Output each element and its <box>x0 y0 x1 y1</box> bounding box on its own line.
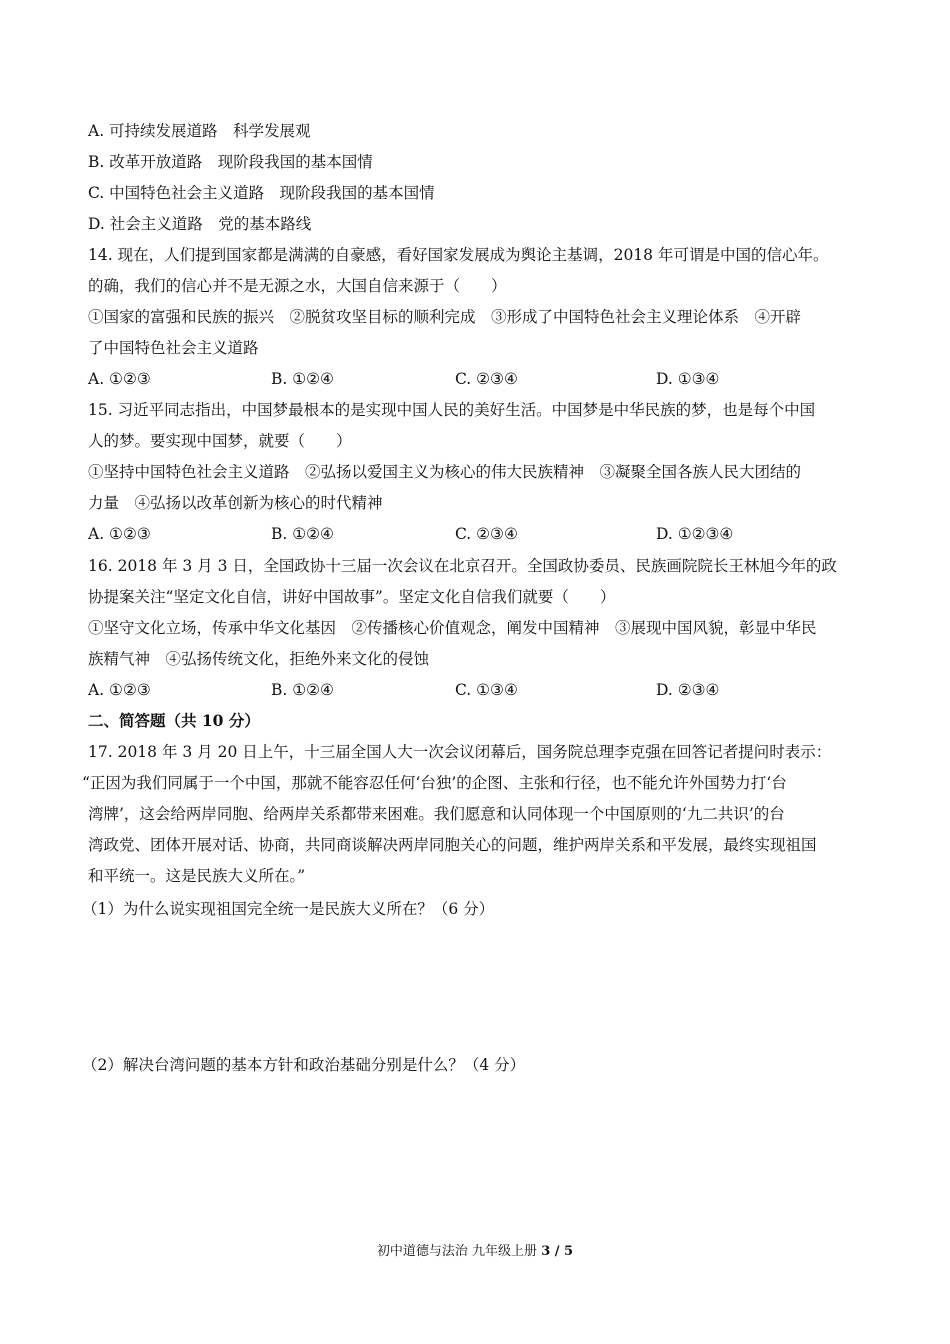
q15-items-line-1: ①坚持中国特色社会主义道路 ②弘扬以爱国主义为核心的伟大民族精神 ③凝聚全国各族人民大团结的 <box>88 463 802 481</box>
q14-choice-b: B. ①②④ <box>271 370 334 388</box>
q16-choices <box>88 680 868 700</box>
q17-stem-line-2: “正因为我们同属于一个中国，那就不能容忍任何‘台独’的企图、主张和行径，也不能允许外国势力打‘台 <box>82 774 787 792</box>
q14-choice-a: A. ①②③ <box>88 370 151 388</box>
q14-stem-line-2: 的确，我们的信心并不是无源之水，大国自信来源于（ ） <box>88 277 507 295</box>
q17-subquestion-1: （1）为什么说实现祖国完全统一是民族大义所在？（6 分） <box>82 900 495 918</box>
q16-stem-line-2: 协提案关注“坚定文化自信，讲好中国故事”。坚定文化自信我们就要（ ） <box>88 588 616 606</box>
q13-option-c: C. 中国特色社会主义道路 现阶段我国的基本国情 <box>88 184 435 202</box>
q17-stem-line-1: 17. 2018 年 3 月 20 日上午，十三届全国人大一次会议闭幕后，国务院总理李克强在回答记者提问时表示： <box>88 743 832 761</box>
q15-choices <box>88 524 868 544</box>
q14-choice-c: C. ②③④ <box>455 370 518 388</box>
q16-choice-a: A. ①②③ <box>88 681 151 699</box>
q15-choice-b: B. ①②④ <box>271 525 334 543</box>
q17-stem-line-3: 湾牌’，这会给两岸同胞、给两岸关系都带来困难。我们愿意和认同体现一个中国原则的‘九二共识’的台 <box>88 805 785 823</box>
q15-stem-line-1: 15. 习近平同志指出，中国梦最根本的是实现中国人民的美好生活。中国梦是中华民族的梦，也是每个中国 <box>88 401 816 419</box>
q13-option-b: B. 改革开放道路 现阶段我国的基本国情 <box>88 153 373 171</box>
q15-choice-a: A. ①②③ <box>88 525 151 543</box>
q16-items-line-2: 族精气神 ④弘扬传统文化，拒绝外来文化的侵蚀 <box>88 650 430 668</box>
q15-choice-d: D. ①②③④ <box>656 525 734 543</box>
q13-option-a: A. 可持续发展道路 科学发展观 <box>88 122 311 140</box>
q17-stem-line-4: 湾政党、团体开展对话、协商，共同商谈解决两岸同胞关心的问题，维护两岸关系和平发展，最终实现祖国 <box>88 836 817 854</box>
q14-stem-line-1: 14. 现在，人们提到国家都是满满的自豪感，看好国家发展成为舆论主基调，2018 年可谓是中国的信心年。 <box>88 246 829 264</box>
q14-items-line-2: 了中国特色社会主义道路 <box>88 339 259 357</box>
section-heading: 二、简答题（共 10 分） <box>88 711 260 730</box>
footer-text: 初中道德与法治 九年级上册 <box>376 1244 542 1259</box>
q16-stem-line-1: 16. 2018 年 3 月 3 日，全国政协十三届一次会议在北京召开。全国政协委员、民族画院院长王林旭今年的政 <box>88 557 837 575</box>
q14-items-line-1: ①国家的富强和民族的振兴 ②脱贫攻坚目标的顺利完成 ③形成了中国特色社会主义理论体系 ④开辟 <box>88 308 802 326</box>
q15-items-line-2: 力量 ④弘扬以改革创新为核心的时代精神 <box>88 494 383 512</box>
page-number: 3 / 5 <box>541 1244 574 1259</box>
q17-stem-line-5: 和平统一。这是民族大义所在。” <box>88 867 306 885</box>
q14-choice-d: D. ①③④ <box>656 370 720 388</box>
q16-choice-c: C. ①③④ <box>455 681 518 699</box>
q17-subquestion-2: （2）解决台湾问题的基本方针和政治基础分别是什么？（4 分） <box>82 1056 526 1074</box>
page-footer <box>0 1243 950 1261</box>
q16-items-line-1: ①坚守文化立场，传承中华文化基因 ②传播核心价值观念，阐发中国精神 ③展现中国风貌，彰显中华民 <box>88 619 817 637</box>
q16-choice-d: D. ②③④ <box>656 681 720 699</box>
q13-option-d: D. 社会主义道路 党的基本路线 <box>88 215 312 233</box>
q15-choice-c: C. ②③④ <box>455 525 518 543</box>
q15-stem-line-2: 人的梦。要实现中国梦，就要（ ） <box>88 432 352 450</box>
q16-choice-b: B. ①②④ <box>271 681 334 699</box>
q14-choices <box>88 369 868 389</box>
